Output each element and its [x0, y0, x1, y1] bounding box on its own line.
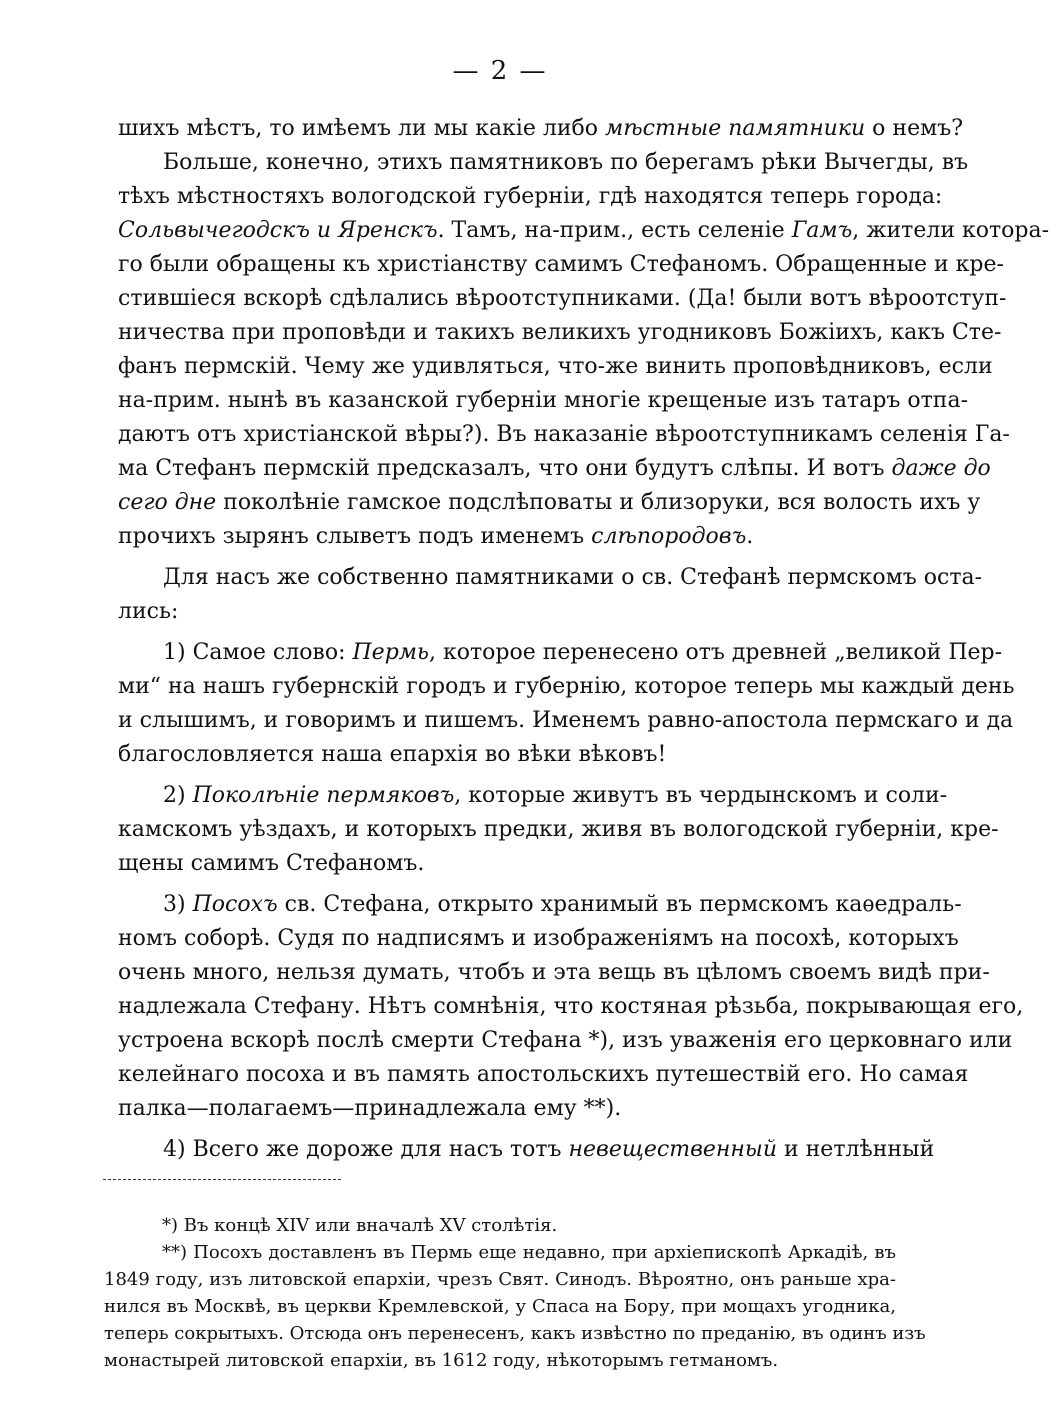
- italic-phrase: Пермь: [352, 640, 429, 665]
- footnote-line: *) Въ концѣ XIV или вначалѣ XV столѣтія.: [162, 1215, 558, 1236]
- body-line: устроена вскорѣ послѣ смерти Стефана *), изъ уваженія его церковнаго или: [118, 1028, 1013, 1053]
- footnote-separator: [103, 1179, 341, 1180]
- text-fragment: поколѣніе гамское подслѣповаты и близоруки, вся волость ихъ у: [216, 490, 981, 515]
- body-line: [118, 214, 1049, 248]
- body-line: палка—полагаемъ—принадлежала ему **).: [118, 1096, 622, 1121]
- italic-phrase: Сольвычегодскъ и Яренскъ: [118, 218, 438, 243]
- text-fragment: .: [746, 524, 754, 549]
- italic-phrase: Гамъ: [791, 218, 853, 243]
- text-fragment: о немъ?: [865, 116, 963, 141]
- body-line: благословляется наша епархія во вѣки вѣковъ!: [118, 742, 667, 767]
- italic-phrase: Поколѣніе пермяковъ: [192, 783, 455, 808]
- italic-phrase: слѣпородовъ: [591, 524, 747, 549]
- text-fragment: , которое перенесено отъ древней „великой Пер-: [429, 640, 1003, 665]
- text-fragment: прочихъ зырянъ слыветъ подъ именемъ: [118, 524, 592, 549]
- body-line: ми“ на нашъ губернскій городъ и губернію, которое теперь мы каждый день: [118, 674, 1015, 699]
- body-line: очень много, нельзя думать, чтобъ и эта вещь въ цѣломъ своемъ видѣ при-: [118, 960, 990, 985]
- body-line: [118, 112, 963, 146]
- italic-phrase: невещественный: [568, 1137, 777, 1162]
- body-line: [163, 1133, 935, 1167]
- text-fragment: . Тамъ, на-прим., есть селеніе: [437, 218, 792, 243]
- footnote-line: нился въ Москвѣ, въ церкви Кремлевской, у Спаса на Бору, при мощахъ угодника,: [104, 1296, 896, 1317]
- body-line: Для насъ же собственно памятниками о св. Стефанѣ пермскомъ оста-: [163, 565, 983, 590]
- body-line: [163, 888, 962, 922]
- text-fragment: 4) Всего же дороже для насъ тотъ: [163, 1137, 569, 1162]
- footnote-line: монастырей литовской епархіи, въ 1612 году, нѣкоторымъ гетманомъ.: [104, 1350, 779, 1371]
- body-line: [118, 452, 991, 486]
- body-line: Больше, конечно, этихъ памятниковъ по берегамъ рѣки Вычегды, въ: [163, 150, 969, 175]
- italic-phrase: мѣстные памятники: [604, 116, 866, 141]
- italic-phrase: даже до: [891, 456, 991, 481]
- body-line: камскомъ уѣздахъ, и которыхъ предки, живя въ вологодской губерніи, кре-: [118, 817, 999, 842]
- text-fragment: , жители котора-: [852, 218, 1049, 243]
- body-line: [118, 520, 896, 554]
- body-line: ничества при проповѣди и такихъ великихъ угодниковъ Божіихъ, какъ Сте-: [118, 320, 1002, 345]
- body-line: го были обращены къ христіанству самимъ Стефаномъ. Обращенные и кре-: [118, 252, 1004, 277]
- footnote-line: 1849 году, изъ литовской епархіи, чрезъ Свят. Синодъ. Вѣроятно, онъ раньше хра-: [104, 1269, 896, 1290]
- footnote-line: теперь сокрытыхъ. Отсюда онъ перенесенъ, какъ извѣстно по преданію, въ одинъ изъ: [104, 1323, 926, 1344]
- body-line: [118, 486, 981, 520]
- footnote-line: **) Посохъ доставленъ въ Пермь еще недавно, при архіепископѣ Аркадіѣ, въ: [162, 1242, 896, 1263]
- body-line: [118, 180, 943, 214]
- body-line: щены самимъ Стефаномъ.: [118, 851, 425, 876]
- page-number: — 2 —: [452, 56, 548, 86]
- body-line: фанъ пермскій. Чему же удивляться, что-же винить проповѣдниковъ, если: [118, 354, 993, 379]
- text-fragment: 2): [163, 783, 193, 808]
- text-fragment: тѣхъ мѣстностяхъ вологодской губерніи, гдѣ находятся теперь города:: [118, 184, 943, 209]
- text-fragment: , которые живутъ въ чердынскомъ и соли-: [454, 783, 948, 808]
- body-line: надлежала Стефану. Нѣтъ сомнѣнія, что костяная рѣзьба, покрывающая его,: [118, 994, 1024, 1019]
- body-line: лись:: [118, 599, 179, 624]
- text-fragment: св. Стефана, открыто хранимый въ пермскомъ каѳедраль-: [277, 892, 962, 917]
- text-fragment: ма Стефанъ пермскій предсказалъ, что они будутъ слѣпы. И вотъ: [118, 456, 892, 481]
- body-line: и слышимъ, и говоримъ и пишемъ. Именемъ равно-апостола пермскаго и да: [118, 708, 1014, 733]
- text-fragment: и нетлѣнный: [776, 1137, 935, 1162]
- italic-phrase: Посохъ: [192, 892, 278, 917]
- text-fragment: шихъ мѣстъ, то имѣемъ ли мы какіе либо: [118, 116, 605, 141]
- body-line: [163, 636, 1003, 670]
- body-line: [163, 779, 948, 813]
- text-fragment: 3): [163, 892, 193, 917]
- italic-phrase: сего дне: [118, 490, 217, 515]
- body-line: на-прим. нынѣ въ казанской губерніи многіе крещеные изъ татаръ отпа-: [118, 388, 969, 413]
- body-line: даютъ отъ христіанской вѣры?). Въ наказаніе вѣроотступникамъ селенія Га-: [118, 422, 1010, 447]
- text-fragment: 1) Самое слово:: [163, 640, 353, 665]
- body-line: стившіеся вскорѣ сдѣлались вѣроотступниками. (Да! были вотъ вѣроотступ-: [118, 286, 1007, 311]
- body-line: номъ соборѣ. Судя по надписямъ и изображеніямъ на посохѣ, которыхъ: [118, 926, 959, 951]
- body-line: келейнаго посоха и въ память апостольскихъ путешествій его. Но самая: [118, 1062, 969, 1087]
